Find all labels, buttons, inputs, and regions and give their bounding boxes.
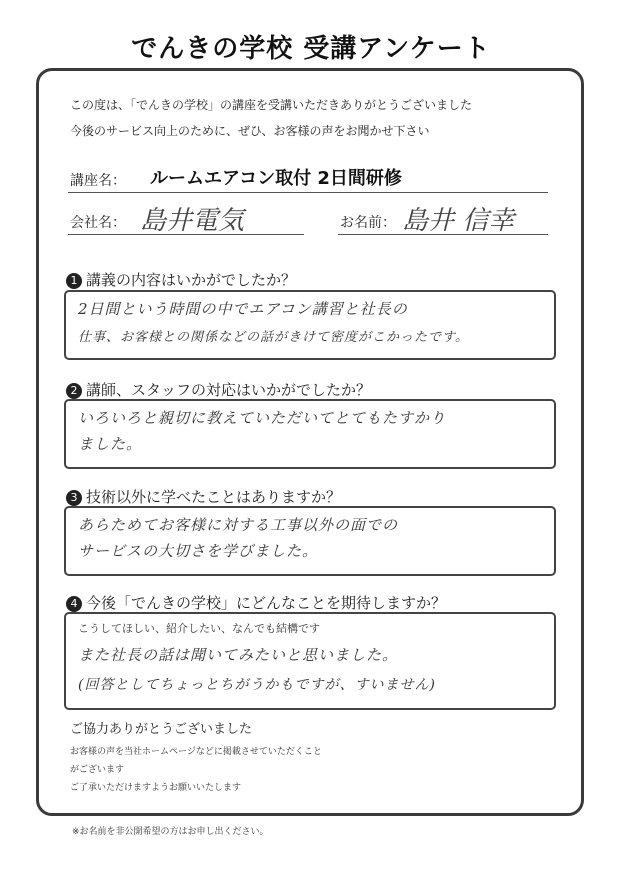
course-label: 講座名： bbox=[70, 173, 126, 189]
course-underline bbox=[68, 192, 548, 193]
question-1-text: 講義の内容はいかがでしたか？ bbox=[86, 271, 297, 289]
answer-1-line-2: 仕事、お客様との関係などの話がきけて密度がこかったです。 bbox=[78, 330, 469, 345]
question-1-number: 1 bbox=[66, 273, 82, 289]
question-4 bbox=[66, 592, 446, 613]
intro-line-1: この度は、「でんきの学校」の講座を受講いただきありがとうございました bbox=[70, 98, 473, 112]
answer-box-1 bbox=[64, 290, 556, 360]
closing-thanks: ご協力ありがとうございました bbox=[70, 722, 253, 737]
answer-2-line-2: ました。 bbox=[78, 435, 143, 453]
answer-3-line-2: サービスの大切さを学びました。 bbox=[78, 542, 319, 560]
page-title: でんきの学校 受講アンケート bbox=[131, 34, 491, 64]
company-label: 会社名： bbox=[70, 215, 126, 231]
question-3-number: 3 bbox=[66, 490, 82, 506]
company-value: 島井電気 bbox=[140, 206, 245, 236]
question-3-text: 技術以外に学べたことはありますか？ bbox=[86, 488, 342, 506]
answer-4-line-1: また社長の話は聞いてみたいと思いました。 bbox=[78, 646, 399, 664]
intro-line-2: 今後のサービス向上のために、ぜひ、お客様の声をお聞かせ下さい bbox=[70, 124, 430, 138]
closing-line-2: がございます bbox=[70, 765, 125, 775]
name-label: お名前： bbox=[340, 215, 396, 231]
answer-1-line-1: 2日間という時間の中でエアコン講習と社長の bbox=[78, 300, 408, 318]
question-2-text: 講師、スタッフの対応はいかがでしたか？ bbox=[86, 381, 372, 399]
question-4-number: 4 bbox=[66, 596, 82, 612]
answer-box-2 bbox=[64, 399, 556, 469]
question-4-text: 今後「でんきの学校」にどんなことを期待しますか？ bbox=[86, 594, 447, 612]
course-value: ルームエアコン取付 2日間研修 bbox=[150, 168, 402, 189]
answer-box-4 bbox=[64, 612, 556, 710]
closing-line-1: お客様の声を当社ホームページなどに掲載させていただくこと bbox=[70, 747, 322, 757]
question-1 bbox=[66, 269, 296, 290]
question-2-number: 2 bbox=[66, 383, 82, 399]
question-3 bbox=[66, 486, 341, 507]
answer-3-line-1: あらためてお客様に対する工事以外の面での bbox=[78, 516, 399, 534]
answer-4-line-2: (回答としてちょっとちがうかもですが、すいません) bbox=[78, 677, 436, 693]
answer-2-line-1: いろいろと親切に教えていただいてとてもたすかり bbox=[78, 409, 447, 427]
footnote: ※お名前を非公開希望の方はお申し出ください。 bbox=[72, 827, 269, 837]
question-2 bbox=[66, 379, 371, 400]
answer-box-3 bbox=[64, 506, 556, 576]
name-underline bbox=[338, 234, 548, 235]
closing-line-3: ご了承いただけますようお願いいたします bbox=[70, 783, 242, 793]
name-value: 島井 信幸 bbox=[402, 206, 515, 236]
answer-4-hint: こうしてほしい、紹介したい、なんでも結構です bbox=[78, 622, 320, 635]
company-underline bbox=[68, 234, 304, 235]
